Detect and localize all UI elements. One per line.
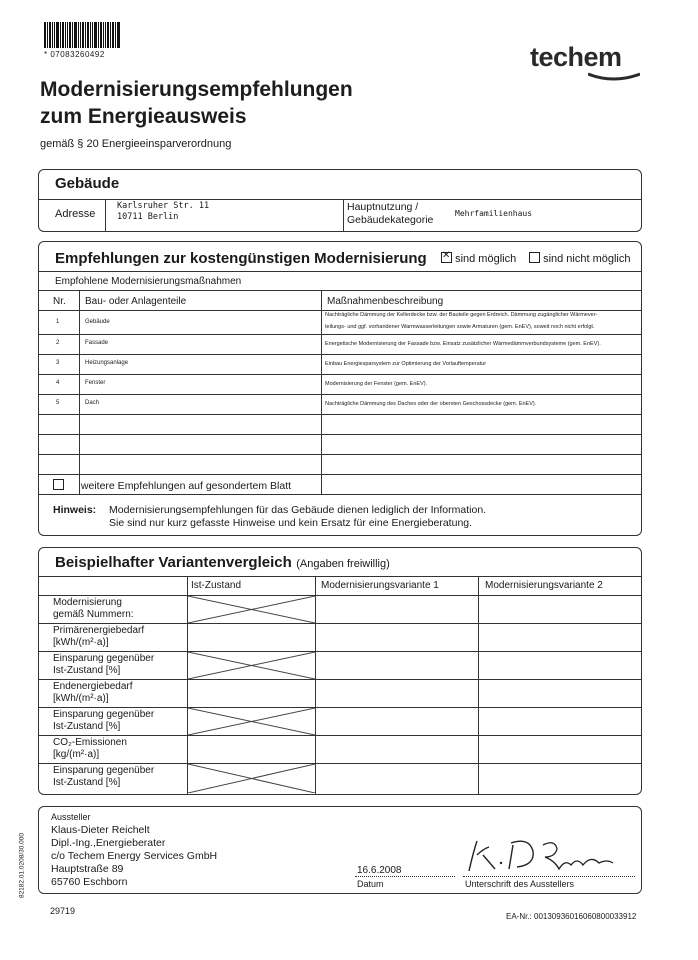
signature-image [459,833,619,877]
checkbox-not-possible[interactable] [529,252,540,263]
comparison-row-2: Primärenergiebedarf [kWh/(m²·a)] [53,625,145,648]
note-text: Modernisierungsempfehlungen für das Gebäude dienen lediglich der Information. Sie sind nur kurz gefasste Hinweise und kein Ersatz für eine Energieberatung. [109,504,487,529]
comparison-title: Beispielhafter Variantenvergleich (Angaben freiwillig) [55,554,390,571]
option-possible[interactable]: ✕ sind möglich [441,252,516,265]
address-value: Karlsruher Str. 11 10711 Berlin [117,201,210,222]
measure-row-4: 4 Fenster Modernisierung der Fenster (gem. EnEV). [56,380,428,387]
form-number: 29719 [50,906,76,916]
col-var2: Modernisierungsvariante 2 [485,580,603,591]
ist-cross-1 [188,596,315,623]
measures-subheader: Empfohlene Modernisierungsmaßnahmen [55,276,242,287]
issuer-street: Hauptstraße 89 [51,863,124,875]
ist-cross-3 [188,652,315,679]
issuer-label: Aussteller [51,812,91,822]
signature-line [463,876,635,877]
col-part: Bau- oder Anlagenteile [85,296,187,307]
issuer-city: 65760 Eschborn [51,876,128,888]
date-label: Datum [357,879,384,889]
col-desc: Maßnahmenbeschreibung [327,296,444,307]
measure-row-1: 1 Gebäude Nachträgliche Dämmung der Kellerdecke bzw. der Bauteile gegen Erdreich. Dämmung zugänglicher Wärmever- teilungs- und ggf. vorhandener Warmwasserleitungen sowie Armaturen (gem. EnEV), soweit noch nicht erfolgt. [56,312,598,330]
issuer-company: c/o Techem Energy Services GmbH [51,850,218,862]
usage-label: Hauptnutzung / Gebäudekategorie [347,201,434,226]
issuer-name: Klaus-Dieter Reichelt [51,824,150,836]
ist-cross-5 [188,708,315,735]
building-section-title: Gebäude [55,175,120,192]
comparison-row-7: Einsparung gegenüber Ist-Zustand [%] [53,765,155,788]
issue-date: 16.6.2008 [357,865,402,876]
page-subtitle: gemäß § 20 Energieeinsparverordnung [40,138,232,150]
measure-row-2: 2 Fassade Energetische Modernisierung der Fassade bzw. Einsatz zusätzlicher Wärmedämmverbundsysteme (gem. EnEV). [56,340,601,347]
date-line [355,876,455,877]
comparison-row-3: Einsparung gegenüber Ist-Zustand [%] [53,653,155,676]
signature-label: Unterschrift des Ausstellers [465,879,575,889]
side-code: 82182.01.0208/30.000 [18,832,26,899]
comparison-row-5: Einsparung gegenüber Ist-Zustand [%] [53,709,155,732]
page-title: Modernisierungsempfehlungen zum Energieausweis [40,78,353,128]
comparison-row-6: CO₂-Emissionen [kg/(m²·a)] [53,737,127,760]
recommendations-title: Empfehlungen zur kostengünstigen Modernisierung [55,250,427,267]
issuer-section [38,806,642,894]
measure-row-5: 5 Dach Nachträgliche Dämmung des Daches oder der obersten Geschossdecke (gem. EnEV). [56,400,537,407]
col-var1: Modernisierungsvariante 1 [321,580,439,591]
logo-swoosh-icon [588,72,640,82]
techem-logo: techem [530,42,622,72]
issuer-block [51,811,217,889]
checkbox-possible[interactable] [441,252,452,263]
issuer-title: Dipl.-Ing.,Energieberater [51,837,166,849]
barcode [44,22,128,48]
building-section [38,169,642,232]
comparison-row-1: Modernisierung gemäß Nummern: [53,597,134,620]
usage-value: Mehrfamilienhaus [455,209,533,218]
ea-number: EA-Nr.: 00130936016060800033912 [506,912,637,921]
comparison-row-4: Endenergiebedarf [kWh/(m²·a)] [53,681,133,704]
measure-row-3: 3 Heizungsanlage Einbau Energiesparsystem zur Optimierung der Vorlauftemperatur [56,360,487,367]
comparison-section [38,547,642,795]
checkbox-further[interactable] [53,479,64,490]
ist-cross-7 [188,764,315,793]
address-label: Adresse [55,208,96,220]
further-recommendations[interactable]: weitere Empfehlungen auf gesondertem Blatt [53,479,291,492]
option-not-possible[interactable]: sind nicht möglich [529,252,631,265]
col-nr: Nr. [53,296,66,307]
barcode-number: * 07083260492 [44,50,105,59]
recommendations-section [38,241,642,536]
note-label: Hinweis: [53,504,97,516]
col-ist: Ist-Zustand [191,580,242,591]
